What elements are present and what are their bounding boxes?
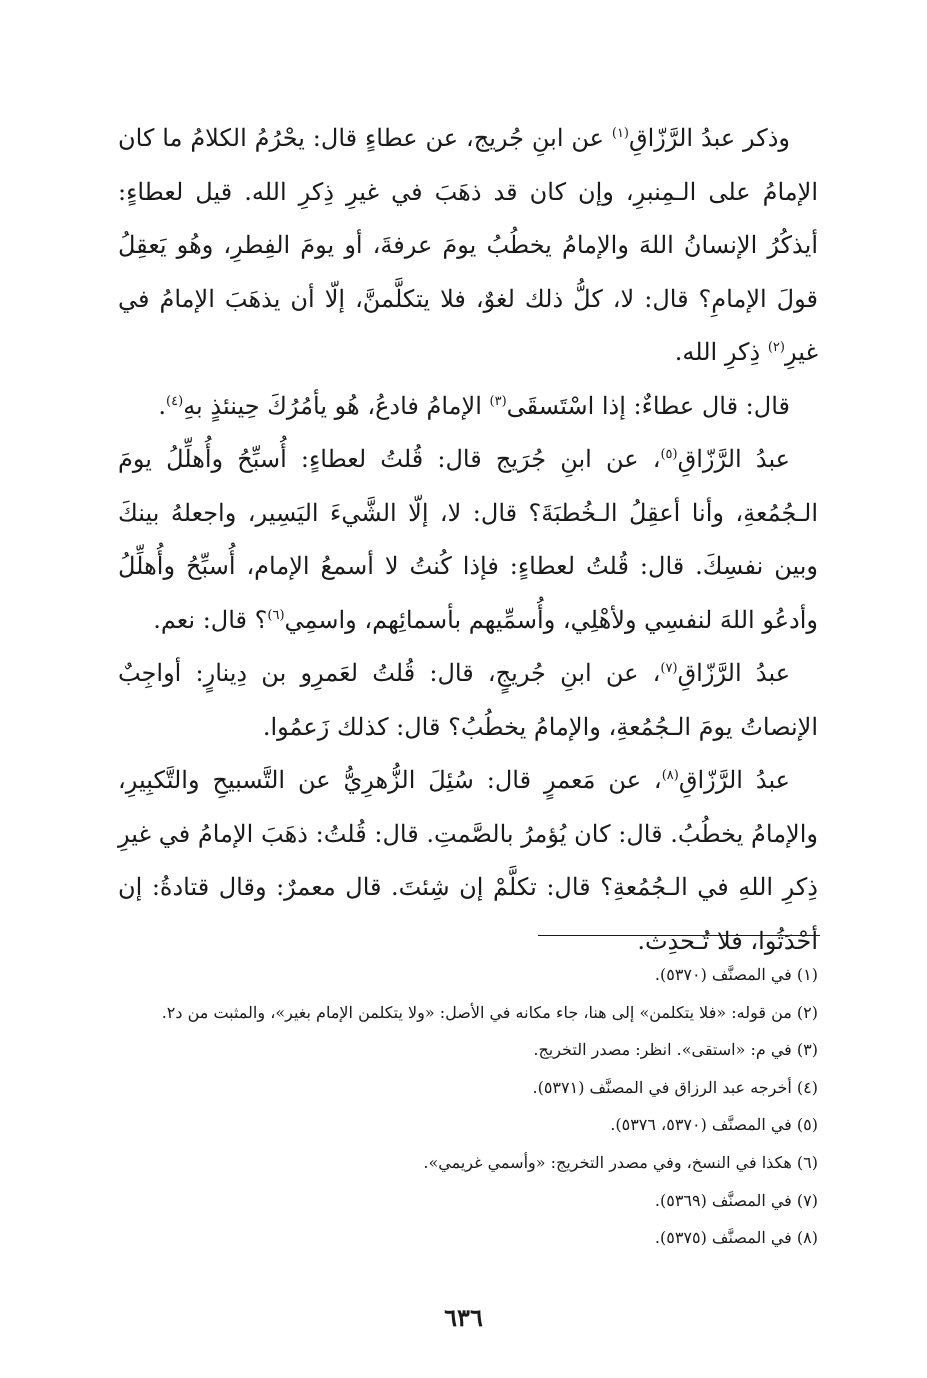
footnote-8: (٨) في المصنَّف (٥٣٧٥). (654, 1228, 818, 1248)
paragraph-1 (118, 112, 818, 380)
text-segment: ، عن مَعمرٍ قال: سُئِلَ الزُّهرِيُّ عن التَّسبيحِ والتَّكبِيرِ، والإمامُ يخطُبُ. قال: كان يُؤمرُ بالصَّمتِ. قال: قُلتُ: ذهَبَ الإمامُ في غيرِ ذِكرِ اللهِ في الـجُمُعةِ؟ قال: تكلَّمْ إن شِئتَ. قال معمرٌ: وقال قتادةُ: إن أحْدَثُوا، فلا تُـحدِث. (118, 766, 818, 955)
footnote-6: (٦) هكذا في النسخ، وفي مصدر التخريج: «وأسمي غريمي». (423, 1152, 818, 1172)
footnote-1: (١) في المصنَّف (٥٣٧٠). (654, 965, 818, 984)
text-segment: عبدُ الرَّزّاقِ (677, 659, 791, 687)
text-segment: عبدُ الرَّزّاقِ (678, 766, 791, 794)
text-segment: وذكر عبدُ الرَّزّاقِ (629, 124, 790, 152)
main-text (118, 112, 818, 968)
paragraph-3 (118, 433, 818, 647)
footnote-7: (٧) في المصنَّف (٥٣٦٩). (654, 1190, 818, 1210)
footnote-ref-6: (٦) (267, 607, 285, 623)
text-segment: ذِكرِ الله. (674, 338, 768, 366)
paragraph-4 (118, 647, 818, 754)
paragraph-2 (118, 380, 818, 434)
footnote-ref-3: (٣) (489, 393, 507, 409)
text-segment: الإمامُ فادعُ، هُو يأمُرُكَ حِينئذٍ بهِ (183, 391, 490, 420)
footnote-ref-2: (٢) (767, 340, 785, 355)
text-segment: . (158, 391, 167, 420)
text-segment: قال: قال عطاءٌ: إذا اسْتَسقَى (506, 391, 790, 420)
text-segment: ، عن ابنِ جُريجٍ، قال: قُلتُ لعَمرِو بن دِينارٍ: أواجِبٌ الإنصاتُ يومَ الـجُمُعةِ، والإمامُ يخطُبُ؟ قال: كذلك زَعمُوا. (118, 659, 818, 741)
footnote-separator (538, 935, 820, 936)
footnote-4: (٤) أخرجه عبد الرزاق في المصنَّف (٥٣٧١). (532, 1077, 818, 1097)
footnote-5: (٥) في المصنَّف (٥٣٧٠، ٥٣٧٦). (610, 1115, 818, 1135)
footnote-ref-1: (١) (611, 126, 629, 141)
footnote-3: (٣) في م: «استقى». انظر: مصدر التخريج. (533, 1040, 818, 1060)
text-segment: ، عن ابنِ جُرَيج قال: قُلتُ لعطاءٍ: أُسبِّحُ وأُهلِّلُ يومَ الـجُمُعةِ، وأنا أعقِلُ الـخُطبَةَ؟ قال: لا، إلّا الشَّيءَ اليَسِير، واجعلهُ بينكَ وبين نفسِكَ. قال: قُلتُ لعطاءٍ: فإذا كُنتُ لا أسمعُ الإمام، أُسبِّحُ وأُهلِّلُ وأدعُو اللهَ لنفسِي ولأهْلِي، وأُسمِّيهم بأسمائِهم، واسمِي (118, 445, 818, 634)
text-segment: عبدُ الرَّزّاقِ (677, 445, 791, 473)
footnote-ref-5: (٥) (660, 447, 678, 462)
page-number: ٦٣٦ (444, 1303, 483, 1332)
footnote-ref-8: (٨) (661, 768, 679, 783)
text-segment: عن ابنِ جُريج، عن عطاءٍ قال: يحْرُمُ الكلامُ ما كان الإمامُ على الـمِنبرِ، وإن كان قد ذهَبَ في غيرِ ذِكرِ الله. قيل لعطاءٍ: أيذكُرُ الإنسانُ اللهَ والإمامُ يخطُبُ يومَ عرفةَ، أو يومَ الفِطرِ، وهُو يَعقِلُ قولَ الإمامِ؟ قال: لا، كلُّ ذلك لغوٌ، فلا يتكلَّمنَّ، إلّا أن يذهَبَ الإمامُ في غيرِ (118, 124, 818, 366)
footnotes (88, 956, 818, 1257)
footnote-2: (٢) من قوله: «فلا يتكلمن» إلى هنا، جاء مكانه في الأصل: «ولا يتكلمن الإمام بغير»، والمثبت من د٢. (161, 1002, 818, 1022)
footnote-ref-4: (٤) (166, 393, 184, 409)
text-segment: ؟ قال: نعم. (153, 605, 268, 634)
footnote-ref-7: (٧) (660, 661, 678, 676)
